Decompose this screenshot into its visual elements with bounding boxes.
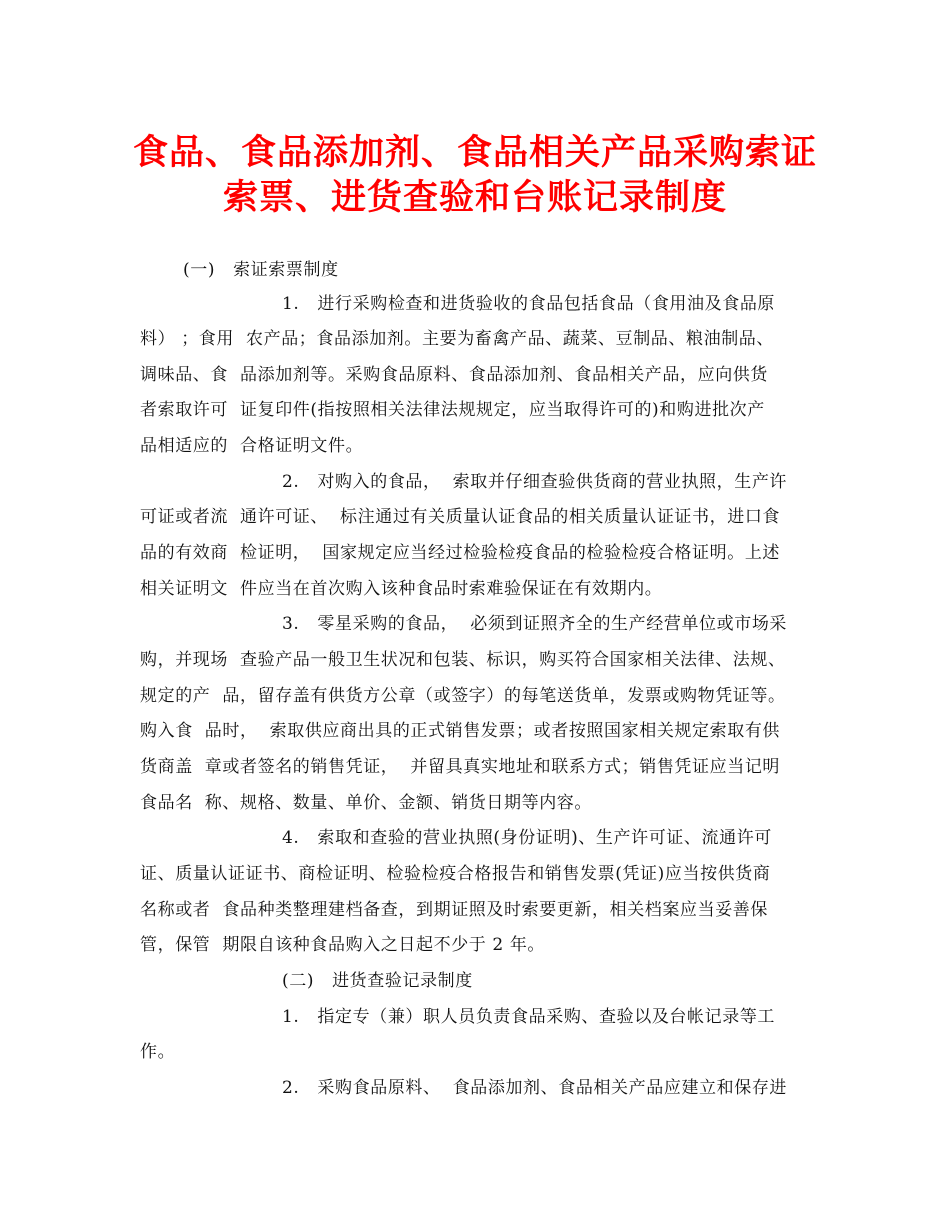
paragraph-line: 3. 零星采购的食品， 必须到证照齐全的生产经营单位或市场采 [282, 614, 788, 634]
paragraph-line: 购入食 品时， 索取供应商出具的正式销售发票；或者按照国家相关规定索取有供 [140, 721, 781, 741]
paragraph-line: 管，保管 期限自该种食品购入之日起不少于 2 年。 [140, 935, 546, 955]
paragraph-line: 1. 指定专（兼）职人员负责食品采购、查验以及台帐记录等工 [282, 1007, 776, 1027]
paragraph-line: 品相适应的 合格证明文件。 [140, 436, 364, 456]
paragraph-line: 相关证明文 件应当在首次购入该种食品时索难验保证在有效期内。 [140, 579, 663, 599]
paragraph-line: 名称或者 食品种类整理建档备查，到期证照及时索要更新，相关档案应当妥善保 [140, 900, 769, 920]
paragraph-line: 料） ；食用 农产品；食品添加剂。主要为畜禽产品、蔬菜、豆制品、粮油制品、 [140, 329, 775, 349]
paragraph-line: 证、质量认证证书、商检证明、检验检疫合格报告和销售发票(凭证)应当按供货商 [140, 864, 771, 884]
paragraph-line: 规定的产 品，留存盖有供货方公章（或签字）的每笔送货单，发票或购物凭证等。 [140, 686, 786, 706]
section-heading-1: (一) 索证索票制度 [183, 260, 339, 280]
paragraph-line: 品的有效商 检证明， 国家规定应当经过检验检疫食品的检验检疫合格证明。上述 [140, 543, 781, 563]
document-title-line-2: 索票、进货查验和台账记录制度 [222, 177, 727, 218]
section-heading-2: (二) 进货查验记录制度 [282, 971, 473, 991]
paragraph-line: 作。 [140, 1042, 176, 1062]
paragraph-line: 2. 采购食品原料、 食品添加剂、食品相关产品应建立和保存进 [282, 1078, 788, 1098]
paragraph-line: 可证或者流 通许可证、 标注通过有关质量认证食品的相关质量认证证书，进口食 [140, 507, 781, 527]
paragraph-line: 者索取许可 证复印件(指按照相关法律法规规定，应当取得许可的)和购进批次产 [140, 400, 765, 420]
paragraph-line: 4. 索取和查验的营业执照(身份证明)、生产许可证、流通许可 [282, 828, 772, 848]
paragraph-line: 调味品、食 品添加剂等。采购食品原料、食品添加剂、食品相关产品，应向供货 [140, 365, 769, 385]
paragraph-line: 2. 对购入的食品， 索取并仔细查验供货商的营业执照，生产许 [282, 472, 788, 492]
paragraph-line: 食品名 称、规格、数量、单价、金额、销货日期等内容。 [140, 793, 593, 813]
document-title-line-1: 食品、食品添加剂、食品相关产品采购索证 [132, 132, 817, 173]
paragraph-line: 购，并现场 查验产品一般卫生状况和包装、标识，购买符合国家相关法律、法规、 [140, 650, 786, 670]
paragraph-line: 1. 进行采购检查和进货验收的食品包括食品（食用油及食品原 [282, 294, 776, 314]
paragraph-line: 货商盖 章或者签名的销售凭证， 并留具真实地址和联系方式；销售凭证应当记明 [140, 757, 781, 777]
